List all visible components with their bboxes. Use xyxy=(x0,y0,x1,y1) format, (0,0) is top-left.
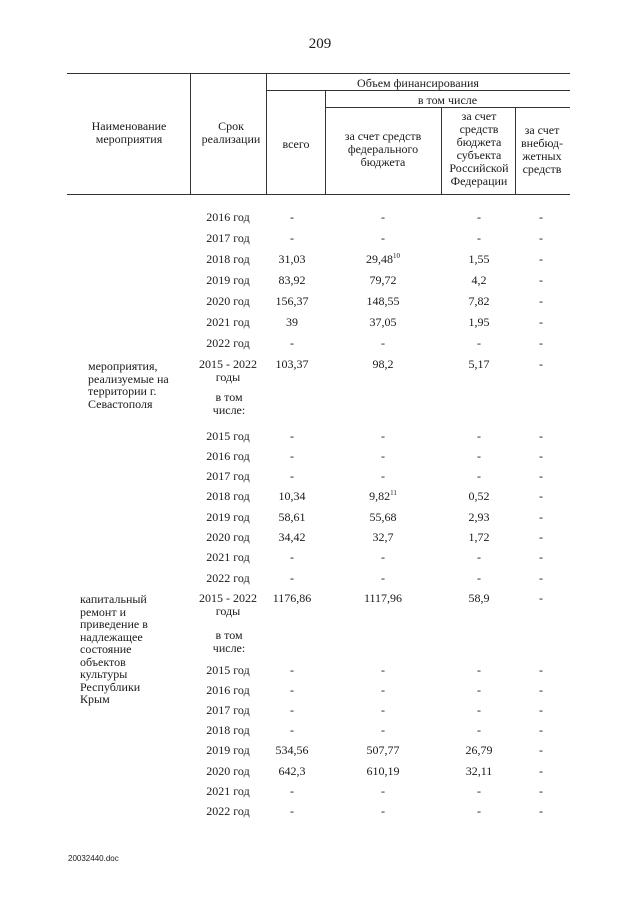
federal-cell xyxy=(331,337,435,350)
offbudget-cell xyxy=(520,704,562,717)
federal-cell xyxy=(331,785,435,798)
total-value: 39 xyxy=(286,315,298,329)
federal-value: 9,82 xyxy=(369,489,391,503)
subject-value: 1,95 xyxy=(468,315,490,329)
offbudget-value: - xyxy=(539,429,543,443)
total-value: 642,3 xyxy=(278,764,306,778)
total-cell xyxy=(262,785,322,798)
total-cell xyxy=(262,684,322,697)
table-top-border xyxy=(67,73,570,74)
subject-value: - xyxy=(477,429,481,443)
term-cell: 2022 год xyxy=(206,336,250,350)
term-cell: 2019 год xyxy=(206,510,250,524)
subject-value: - xyxy=(477,449,481,463)
federal-cell xyxy=(331,765,435,778)
federal-value: 32,7 xyxy=(372,530,394,544)
term-cell: в том числе: xyxy=(212,628,246,655)
subject-value: 1,55 xyxy=(468,252,490,266)
federal-value: - xyxy=(381,663,385,677)
federal-value: - xyxy=(381,550,385,564)
federal-cell xyxy=(331,274,435,287)
total-value: - xyxy=(290,210,294,224)
subject-value: 4,2 xyxy=(471,273,487,287)
term-cell: 2017 год xyxy=(206,231,250,245)
total-value: 156,37 xyxy=(275,294,309,308)
total-value: - xyxy=(290,429,294,443)
term-cell: 2022 год xyxy=(206,804,250,818)
subject-cell xyxy=(446,274,512,287)
offbudget-value: - xyxy=(539,663,543,677)
offbudget-cell xyxy=(520,337,562,350)
offbudget-cell xyxy=(520,765,562,778)
offbudget-value: - xyxy=(539,571,543,585)
subject-cell xyxy=(446,337,512,350)
subject-cell xyxy=(446,450,512,463)
offbudget-cell xyxy=(520,684,562,697)
term-cell: 2019 год xyxy=(206,273,250,287)
including-header-border xyxy=(325,107,570,108)
total-cell xyxy=(262,765,322,778)
subject-value: - xyxy=(477,663,481,677)
offbudget-value: - xyxy=(539,703,543,717)
federal-cell xyxy=(331,253,435,266)
total-cell xyxy=(262,490,322,503)
offbudget-cell xyxy=(520,211,562,224)
offbudget-cell xyxy=(520,664,562,677)
total-cell xyxy=(262,744,322,757)
total-value: 1176,86 xyxy=(272,591,312,605)
subject-value: - xyxy=(477,804,481,818)
header-offbudget: за счет внебюд-жетных средств xyxy=(521,123,563,176)
total-cell xyxy=(262,805,322,818)
federal-cell xyxy=(331,490,435,503)
federal-value: - xyxy=(381,804,385,818)
federal-value: 55,68 xyxy=(369,510,397,524)
activity-sevastopol: мероприятия, реализуемые на территории г. Севастополя xyxy=(88,359,169,411)
total-cell xyxy=(262,316,322,329)
subject-value: 2,93 xyxy=(468,510,490,524)
federal-cell xyxy=(331,744,435,757)
total-value: 58,61 xyxy=(278,510,306,524)
subject-value: 0,52 xyxy=(468,489,490,503)
offbudget-cell xyxy=(520,511,562,524)
federal-cell xyxy=(331,316,435,329)
federal-value: 507,77 xyxy=(366,743,400,757)
total-value: - xyxy=(290,663,294,677)
subject-cell xyxy=(446,765,512,778)
federal-cell xyxy=(331,358,435,371)
subject-cell xyxy=(446,572,512,585)
subject-value: - xyxy=(477,723,481,737)
offbudget-cell xyxy=(520,450,562,463)
federal-cell xyxy=(331,232,435,245)
offbudget-cell xyxy=(520,805,562,818)
federal-value: 98,2 xyxy=(372,357,394,371)
offbudget-value: - xyxy=(539,315,543,329)
offbudget-value: - xyxy=(539,231,543,245)
federal-value: 148,55 xyxy=(366,294,400,308)
federal-cell xyxy=(331,295,435,308)
total-cell xyxy=(262,211,322,224)
federal-value: - xyxy=(381,469,385,483)
total-cell xyxy=(262,470,322,483)
subject-cell xyxy=(446,785,512,798)
federal-value: - xyxy=(381,336,385,350)
subject-cell xyxy=(446,704,512,717)
offbudget-cell xyxy=(520,572,562,585)
term-cell: 2020 год xyxy=(206,530,250,544)
subject-value: 1,72 xyxy=(468,530,490,544)
total-value: - xyxy=(290,723,294,737)
term-cell: 2022 год xyxy=(206,571,250,585)
subject-cell xyxy=(446,511,512,524)
footnote-marker: 11 xyxy=(390,489,397,497)
header-financing: Объем финансирования xyxy=(357,76,479,90)
term-cell: 2018 год xyxy=(206,489,250,503)
header-subject: за счет средств бюджета субъекта Российской Федерации xyxy=(449,109,509,188)
offbudget-cell xyxy=(520,592,562,605)
term-cell: 2021 год xyxy=(206,784,250,798)
federal-cell xyxy=(331,450,435,463)
subject-value: 26,79 xyxy=(465,743,493,757)
federal-cell xyxy=(331,430,435,443)
subject-value: 5,17 xyxy=(468,357,490,371)
federal-cell xyxy=(331,470,435,483)
financing-header-border xyxy=(266,90,570,91)
federal-value: 1117,96 xyxy=(363,591,403,605)
federal-cell xyxy=(331,724,435,737)
offbudget-value: - xyxy=(539,784,543,798)
offbudget-value: - xyxy=(539,294,543,308)
total-value: - xyxy=(290,449,294,463)
subject-value: - xyxy=(477,703,481,717)
total-value: - xyxy=(290,469,294,483)
subject-cell xyxy=(446,805,512,818)
federal-value: - xyxy=(381,703,385,717)
term-cell: 2016 год xyxy=(206,210,250,224)
term-cell: 2015 - 2022 годы xyxy=(199,591,257,618)
term-cell: 2018 год xyxy=(206,723,250,737)
document-filename: 20032440.doc xyxy=(68,854,119,863)
total-value: - xyxy=(290,784,294,798)
offbudget-value: - xyxy=(539,252,543,266)
offbudget-cell xyxy=(520,253,562,266)
term-cell: 2021 год xyxy=(206,315,250,329)
header-term: Срок реализации xyxy=(201,119,261,146)
subject-cell xyxy=(446,592,512,605)
offbudget-cell xyxy=(520,358,562,371)
column-divider-2 xyxy=(266,73,267,194)
subject-cell xyxy=(446,684,512,697)
federal-value: 610,19 xyxy=(366,764,400,778)
header-total: всего xyxy=(282,137,310,151)
subject-value: 58,9 xyxy=(468,591,490,605)
federal-value: - xyxy=(381,784,385,798)
term-cell: в том числе: xyxy=(212,390,246,417)
subject-value: - xyxy=(477,683,481,697)
total-value: - xyxy=(290,336,294,350)
federal-value: - xyxy=(381,571,385,585)
subject-cell xyxy=(446,470,512,483)
total-cell xyxy=(262,531,322,544)
total-cell xyxy=(262,704,322,717)
term-cell: 2020 год xyxy=(206,294,250,308)
header-including: в том числе xyxy=(417,93,478,107)
offbudget-cell xyxy=(520,430,562,443)
offbudget-value: - xyxy=(539,591,543,605)
term-cell: 2018 год xyxy=(206,252,250,266)
total-value: - xyxy=(290,571,294,585)
offbudget-value: - xyxy=(539,804,543,818)
total-cell xyxy=(262,430,322,443)
subject-cell xyxy=(446,316,512,329)
term-cell: 2015 год xyxy=(206,429,250,443)
total-value: 103,37 xyxy=(275,357,309,371)
offbudget-cell xyxy=(520,470,562,483)
total-cell xyxy=(262,572,322,585)
total-cell xyxy=(262,664,322,677)
offbudget-cell xyxy=(520,274,562,287)
total-cell xyxy=(262,592,322,605)
total-cell xyxy=(262,295,322,308)
federal-cell xyxy=(331,592,435,605)
subject-value: - xyxy=(477,210,481,224)
offbudget-value: - xyxy=(539,469,543,483)
term-cell: 2020 год xyxy=(206,764,250,778)
subject-cell xyxy=(446,664,512,677)
subject-value: - xyxy=(477,784,481,798)
term-cell: 2015 год xyxy=(206,663,250,677)
offbudget-cell xyxy=(520,724,562,737)
term-cell: 2016 год xyxy=(206,683,250,697)
total-cell xyxy=(262,274,322,287)
federal-cell xyxy=(331,531,435,544)
federal-value: - xyxy=(381,723,385,737)
offbudget-cell xyxy=(520,744,562,757)
offbudget-cell xyxy=(520,531,562,544)
total-cell xyxy=(262,450,322,463)
federal-value: - xyxy=(381,429,385,443)
offbudget-value: - xyxy=(539,449,543,463)
column-divider-4 xyxy=(441,107,442,194)
total-cell xyxy=(262,253,322,266)
subject-cell xyxy=(446,358,512,371)
term-cell: 2017 год xyxy=(206,703,250,717)
offbudget-cell xyxy=(520,785,562,798)
total-cell xyxy=(262,337,322,350)
footnote-marker: 10 xyxy=(393,252,400,260)
subject-cell xyxy=(446,232,512,245)
total-cell xyxy=(262,358,322,371)
offbudget-cell xyxy=(520,551,562,564)
federal-value: 37,05 xyxy=(369,315,397,329)
total-value: 34,42 xyxy=(278,530,306,544)
term-cell: 2019 год xyxy=(206,743,250,757)
total-value: - xyxy=(290,703,294,717)
federal-value: - xyxy=(381,210,385,224)
subject-cell xyxy=(446,531,512,544)
total-value: 83,92 xyxy=(278,273,306,287)
subject-cell xyxy=(446,430,512,443)
column-divider-5 xyxy=(515,107,516,194)
total-value: - xyxy=(290,550,294,564)
total-cell xyxy=(262,511,322,524)
subject-cell xyxy=(446,211,512,224)
term-cell: 2021 год xyxy=(206,550,250,564)
offbudget-value: - xyxy=(539,683,543,697)
total-value: - xyxy=(290,231,294,245)
subject-cell xyxy=(446,253,512,266)
federal-cell xyxy=(331,511,435,524)
federal-value: - xyxy=(381,449,385,463)
offbudget-value: - xyxy=(539,530,543,544)
offbudget-value: - xyxy=(539,723,543,737)
header-federal: за счет средств федерального бюджета xyxy=(344,129,422,169)
total-value: - xyxy=(290,683,294,697)
subject-cell xyxy=(446,724,512,737)
subject-value: 32,11 xyxy=(465,764,493,778)
offbudget-value: - xyxy=(539,743,543,757)
federal-value: - xyxy=(381,683,385,697)
subject-value: - xyxy=(477,550,481,564)
offbudget-value: - xyxy=(539,489,543,503)
federal-cell xyxy=(331,572,435,585)
subject-value: - xyxy=(477,336,481,350)
column-divider-1 xyxy=(190,73,191,194)
federal-value: - xyxy=(381,231,385,245)
offbudget-cell xyxy=(520,316,562,329)
offbudget-value: - xyxy=(539,336,543,350)
offbudget-value: - xyxy=(539,210,543,224)
federal-cell xyxy=(331,664,435,677)
subject-value: 7,82 xyxy=(468,294,490,308)
federal-cell xyxy=(331,684,435,697)
offbudget-cell xyxy=(520,295,562,308)
total-value: 10,34 xyxy=(278,489,306,503)
total-value: 534,56 xyxy=(275,743,309,757)
offbudget-cell xyxy=(520,232,562,245)
subject-value: - xyxy=(477,231,481,245)
page-number: 209 xyxy=(308,36,332,52)
total-cell xyxy=(262,232,322,245)
federal-cell xyxy=(331,805,435,818)
term-cell: 2016 год xyxy=(206,449,250,463)
term-cell: 2017 год xyxy=(206,469,250,483)
activity-crimea-culture: капитальный ремонт и приведение в надлежащее состояние объектов культуры Республики Крым xyxy=(80,592,148,706)
federal-cell xyxy=(331,704,435,717)
subject-cell xyxy=(446,295,512,308)
subject-cell xyxy=(446,490,512,503)
subject-value: - xyxy=(477,571,481,585)
subject-value: - xyxy=(477,469,481,483)
total-value: - xyxy=(290,804,294,818)
total-cell xyxy=(262,551,322,564)
header-bottom-border xyxy=(67,194,570,195)
offbudget-value: - xyxy=(539,510,543,524)
federal-value: 29,48 xyxy=(366,252,393,266)
subject-cell xyxy=(446,551,512,564)
offbudget-value: - xyxy=(539,273,543,287)
offbudget-value: - xyxy=(539,764,543,778)
header-activity-name: Наименование мероприятия xyxy=(91,119,167,146)
federal-cell xyxy=(331,211,435,224)
offbudget-cell xyxy=(520,490,562,503)
offbudget-value: - xyxy=(539,550,543,564)
term-cell: 2015 - 2022 годы xyxy=(199,357,257,384)
total-cell xyxy=(262,724,322,737)
offbudget-value: - xyxy=(539,357,543,371)
subject-cell xyxy=(446,744,512,757)
federal-value: 79,72 xyxy=(369,273,397,287)
total-value: 31,03 xyxy=(278,252,306,266)
federal-cell xyxy=(331,551,435,564)
